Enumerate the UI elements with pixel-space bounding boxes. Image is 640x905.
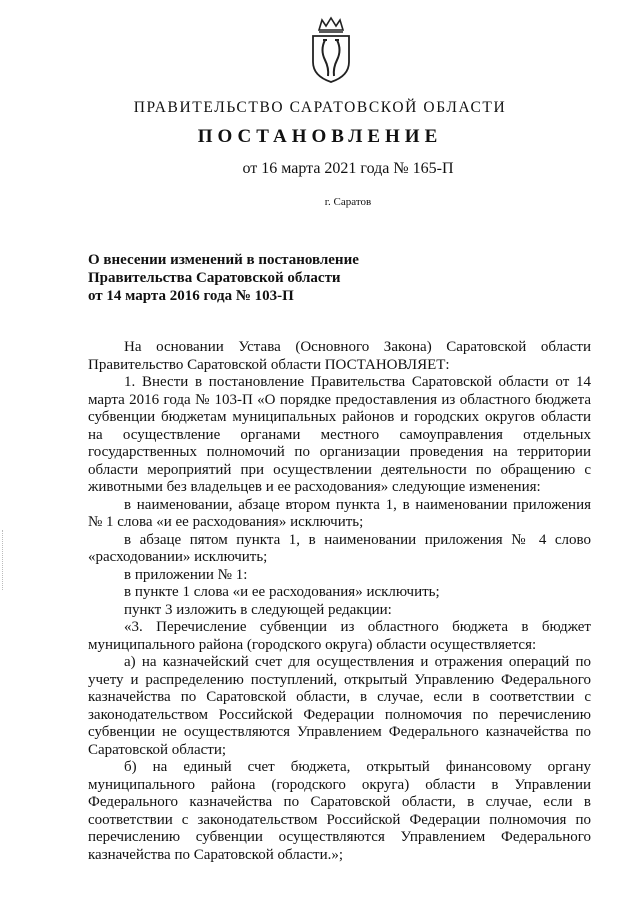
document-date-number: от 16 марта 2021 года № 165-П xyxy=(242,160,454,177)
scan-edge-mark xyxy=(2,530,6,590)
document-city: г. Саратов xyxy=(324,196,372,208)
title-line: О внесении изменений в постановление xyxy=(88,252,359,268)
document-type: ПОСТАНОВЛЕНИЕ xyxy=(197,126,443,147)
body-paragraph: На основании Устава (Основного Закона) Саратовской области Правительство Саратовской области ПОСТАНОВЛЯЕТ: xyxy=(88,339,591,373)
body-paragraph: б) на единый счет бюджета, открытый финансовому органу муниципального района (городского округа) области в Управлении Федерального казначейства по Саратовской области, в случае, если в соответствии с законодательством Российской Федерации полномочия по перечислению субвенции осуществляются Управлением Федерального казначейства по Саратовской области.»; xyxy=(88,759,591,863)
body-paragraph: в приложении № 1: xyxy=(124,566,248,583)
body-paragraph: в пункте 1 слова «и ее расходования» исключить; xyxy=(124,584,440,600)
document-body xyxy=(88,339,591,864)
body-paragraph: в абзаце пятом пункта 1, в наименовании приложения № 4 слово «расходовании» исключить; xyxy=(88,531,591,565)
government-name: ПРАВИТЕЛЬСТВО САРАТОВСКОЙ ОБЛАСТИ xyxy=(133,99,507,116)
body-paragraph: «3. Перечисление субвенции из областного бюджета в бюджет муниципального района (городского округа) области осуществляется: xyxy=(88,619,591,653)
saratov-coat-of-arms-icon xyxy=(303,16,359,84)
body-paragraph: а) на казначейский счет для осуществления и отражения операций по учету и распределению поступлений, открытый Управлению Федерального казначейства по Саратовской области, в случае, если в соответствии с законодательством Российской Федерации полномочия по перечислению субвенции не осуществляются Управлением Федерального казначейства по Саратовской области; xyxy=(88,654,591,758)
title-line: от 14 марта 2016 года № 103-П xyxy=(88,288,294,304)
title-line: Правительства Саратовской области xyxy=(88,270,341,286)
body-paragraph: в наименовании, абзаце втором пункта 1, в наименовании приложения № 1 слова «и ее расходования» исключить; xyxy=(88,496,591,530)
body-paragraph: пункт 3 изложить в следующей редакции: xyxy=(124,601,392,618)
document-title xyxy=(88,251,408,305)
body-paragraph: 1. Внести в постановление Правительства Саратовской области от 14 марта 2016 года № 103-П «О порядке предоставления из областного бюджета субвенции бюджетам муниципальных районов и городских округов области на осуществление органами местного самоуправления отдельных государственных полномочий по организации проведения на территории области мероприятий при осуществлении деятельности по обращению с животными без владельцев и ее расходования» следующие изменения: xyxy=(88,374,591,495)
